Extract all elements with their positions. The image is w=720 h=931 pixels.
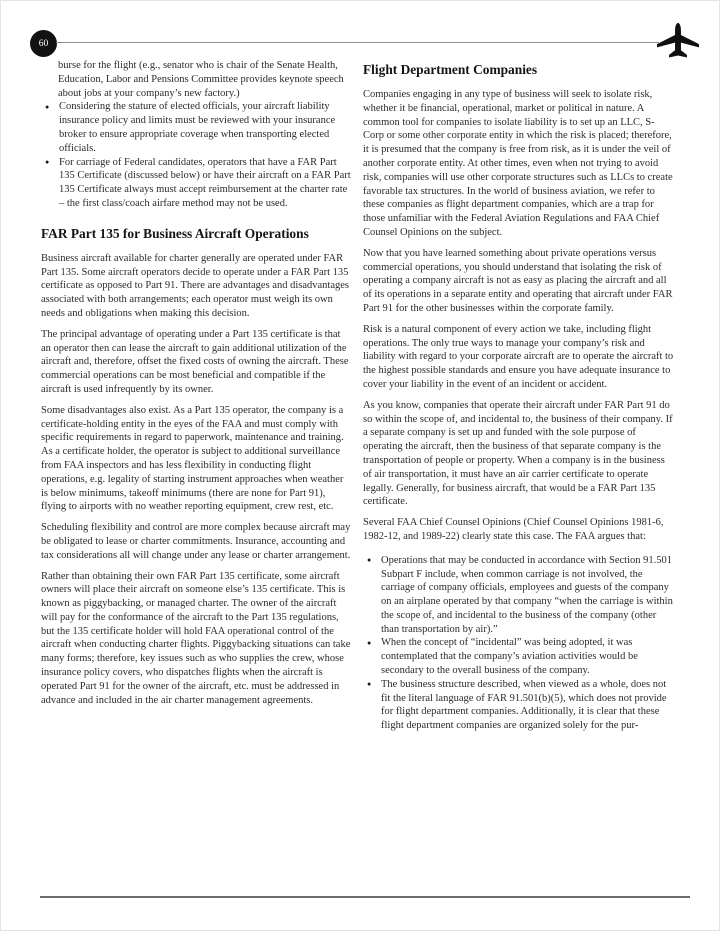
bullet-item: ● When the concept of “incidental” was being adopted, it was contemplated that the company’s aviation activities would be secondary to the overall business of the company. (363, 636, 674, 677)
bullet-list (41, 100, 352, 210)
right-column (363, 61, 674, 733)
paragraph: Risk is a natural component of every action we take, including flight operations. The only true ways to manage your company’s risk and liability with regard to your corporate aircraft are to operate the aircraft to the highest possible standards and ensure you have adequate insurance to cover your liability in the event of an incident or accident. (363, 323, 674, 390)
paragraph: Companies engaging in any type of business will seek to isolate risk, whether it be financial, operational, market or political in nature. A common tool for companies to isolate liability is to set up an LLC, S-Corp or some other corporate entity in which the risk is placed; therefore, it is presumed that the company is free from risk, as it is under the veil of another corporate entity. At other times, even when not trying to avoid risk, companies will use other corporate structures such as LLCs to create favorable tax structures. In the world of business aviation, we refer to these companies as flight department companies, which are a trap for those unfamiliar with the Federal Aviation Regulations and FAA Chief Counsel Opinions on the subject. (363, 89, 673, 238)
bullet-item: ● For carriage of Federal candidates, operators that have a FAR Part 135 Certificate (discussed below) or have their aircraft on a FAR Part 135 Certificate always must accept reimbursement at the charter rate – the first class/coach airfare method may not be used. (41, 156, 352, 211)
page-number-badge (30, 30, 57, 57)
paragraph: Scheduling flexibility and control are more complex because aircraft may be obligated to lease or charter commitments. Insurance, accounting and tax considerations all will change under any lease or charter arrangement. (41, 522, 351, 561)
bullet-list (363, 554, 674, 733)
paragraph: Rather than obtaining their own FAR Part 135 certificate, some aircraft owners will place their aircraft on someone else’s 135 certificate. This is known as piggybacking, or managed charter. The owner of the aircraft will pay for the conformance of the aircraft to the Part 135 regulations, but the 135 certificate holder will hold FAA operational control of the aircraft when conducting charter flights. Piggybacking situations can take many forms; therefore, key issues such as who supplies the crew, whose insurance policy covers, who dispatches flights when the aircraft is operated Part 91 for the owner of the aircraft, etc. must be addressed in advance and included in the air charter management agreements. (41, 570, 351, 706)
paragraph: Some disadvantages also exist. As a Part 135 operator, the company is a certificate-holding entity in the eyes of the FAA and must comply with specific requirements in regard to paperwork, maintenance and training. As a certificate holder, the operator is subject to additional surveillance from FAA inspectors and has less flexibility in conducting flight operations, e.g. legality of starting instrument approaches when weather is below minimums, takeoff minimums (there are none for Part 91), flying to airports with no weather reporting equipment, crew rest, etc. (41, 404, 344, 513)
bullet-item: ● Operations that may be conducted in accordance with Section 91.501 Subpart F include, when common carriage is not involved, the carriage of company officials, employees and guests of the company on an airplane operated by that company “when the carriage is within the scope of, and incidental to the business of the company (other than transportation by air).” (363, 554, 674, 637)
section-heading-flight-department-companies: Flight Department Companies (363, 62, 538, 77)
paragraph: Several FAA Chief Counsel Opinions (Chief Counsel Opinions 1981-6, 1982-12, and 1989-22) clearly state this case. The FAA argues that: (363, 517, 664, 542)
paragraph: Now that you have learned something about private operations versus commercial operations, you should understand that isolating the risk of operating a company aircraft is not as easy as placing the aircraft and all of its operations in a separate entity and operating that aircraft under FAR Part 91 for the other businesses within the corporate family. (363, 247, 673, 314)
page-number: 60 (38, 38, 49, 49)
bullet-continuation-text: burse for the flight (e.g., senator who is chair of the Senate Health, Education, Labor and Pensions Committee provides keynote speech about jobs at your company’s new factory.) (58, 60, 344, 99)
footer-rule (40, 896, 690, 898)
paragraph: Business aircraft available for charter generally are operated under FAR Part 135. Some aircraft operators decide to operate under a FAR Part 135 certificate as opposed to Part 91. There are advantages and disadvantages associated with both arrangements; each operator must weigh its own needs and obligations when making this decision. (41, 252, 349, 319)
header-rule (56, 42, 659, 43)
left-column (41, 59, 352, 707)
airplane-icon (655, 22, 701, 64)
paragraph: The principal advantage of operating under a Part 135 certificate is that an operator then can lease the aircraft to gain additional utilization of the aircraft and, therefore, offset the fixed costs of owning the aircraft. These commercial operations can be most beneficial and compatible if the aircraft is used infrequently by its owner. (41, 328, 349, 395)
bullet-item: ● Considering the stature of elected officials, your aircraft liability insurance policy and limits must be reviewed with your insurance broker to ensure appropriate coverage when transporting elected officials. (41, 100, 352, 155)
bullet-item: ● The business structure described, when viewed as a whole, does not fit the literal language of FAR 91.501(b)(5), which does not provide for flight department companies. Additionally, it is clear that these flight department companies are organized solely for the pur- (363, 678, 674, 733)
section-heading-far-part-135: FAR Part 135 for Business Aircraft Operations (41, 225, 309, 241)
paragraph: As you know, companies that operate their aircraft under FAR Part 91 do so within the scope of, and incidental to, the business of their company. If a separate company is set up and funded with the sole purpose of operating the aircraft, then the business of that separate company is the transportation of people or property. When a company is in the business of air transportation, it must have an air carrier certificate to operate legally. Generally, for business aircraft, that would be a FAR Part 135 certificate. (363, 399, 673, 508)
